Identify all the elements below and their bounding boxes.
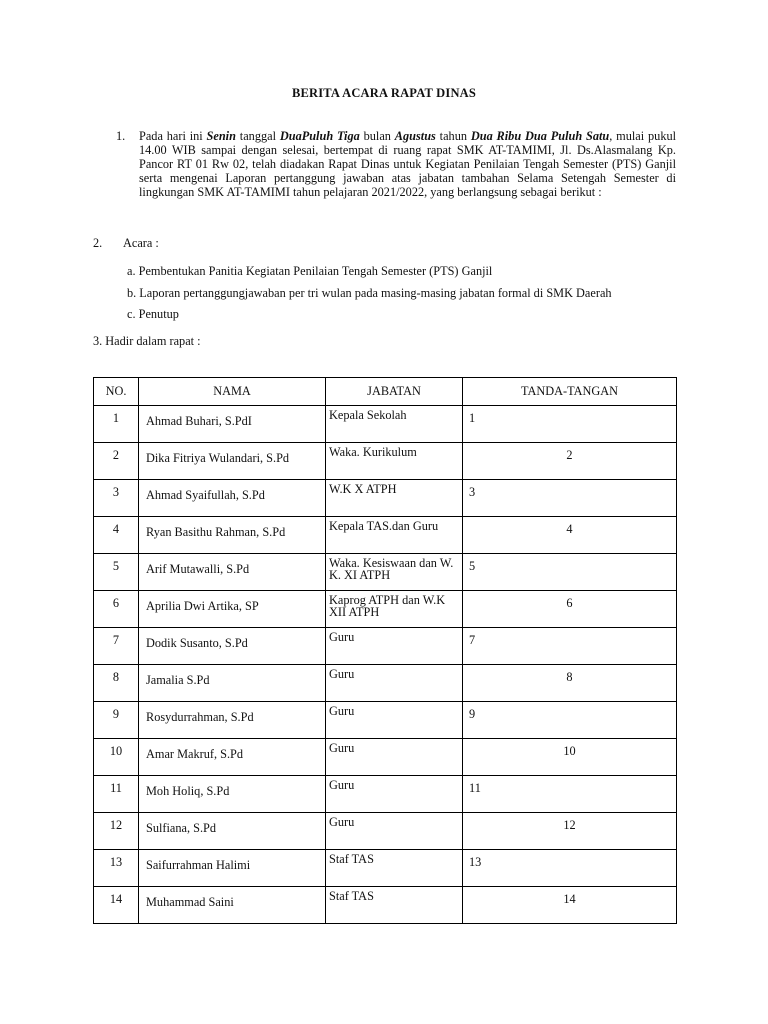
row-name: Muhammad Saini — [139, 887, 326, 924]
row-position: Waka. Kesiswaan dan W. K. XI ATPH — [326, 554, 463, 591]
row-signature: 8 — [463, 665, 677, 702]
row-number: 10 — [94, 739, 139, 776]
document-title: BERITA ACARA RAPAT DINAS — [291, 86, 477, 100]
row-name: Moh Holiq, S.Pd — [139, 776, 326, 813]
row-position: Kepala Sekolah — [326, 406, 463, 443]
row-number: 1 — [94, 406, 139, 443]
row-signature: 1 — [463, 406, 677, 443]
text-segment: , mulai pukul 14.00 WIB sampai dengan selesai, bertempat di ruang rapat SMK AT-TAMIMI, Jl. Ds.Alasmalang Kp. Pancor RT 01 Rw 02, telah diadakan Rapat Dinas untuk Kegiatan Penilaian Tengah Semester (PTS) Ganjil serta mengenai Laporan pertanggung jawaban atas jabatan tambahan Selama Setengah Semester di lingkungan SMK AT-TAMIMI tahun pelajaran 2021/2022, yang berlangsung sebagai berikut : — [139, 129, 677, 199]
row-name: Ryan Basithu Rahman, S.Pd — [139, 517, 326, 554]
row-name: Aprilia Dwi Artika, SP — [139, 591, 326, 628]
row-signature: 12 — [463, 813, 677, 850]
row-signature: 3 — [463, 480, 677, 517]
row-signature: 7 — [463, 628, 677, 665]
row-name: Jamalia S.Pd — [139, 665, 326, 702]
opening-paragraph — [116, 129, 676, 199]
row-name: Sulfiana, S.Pd — [139, 813, 326, 850]
table-row — [94, 628, 677, 665]
meeting-day: Senin — [206, 129, 236, 143]
header-tanda-tangan: TANDA-TANGAN — [463, 378, 677, 406]
row-position: Kaprog ATPH dan W.K XII ATPH — [326, 591, 463, 628]
row-name: Rosydurrahman, S.Pd — [139, 702, 326, 739]
row-signature: 4 — [463, 517, 677, 554]
row-position: Guru — [326, 776, 463, 813]
row-number: 13 — [94, 850, 139, 887]
table-row — [94, 591, 677, 628]
row-number: 4 — [94, 517, 139, 554]
meeting-date: DuaPuluh Tiga — [279, 129, 360, 143]
row-position: Kepala TAS.dan Guru — [326, 517, 463, 554]
row-number: 8 — [94, 665, 139, 702]
row-name: Ahmad Syaifullah, S.Pd — [139, 480, 326, 517]
text-segment: Pada hari ini — [139, 129, 207, 143]
row-position: W.K X ATPH — [326, 480, 463, 517]
row-position: Guru — [326, 813, 463, 850]
text-segment: tanggal — [235, 129, 280, 143]
table-row — [94, 887, 677, 924]
table-row — [94, 702, 677, 739]
table-row — [94, 554, 677, 591]
text-segment: tahun — [435, 129, 471, 143]
row-signature: 13 — [463, 850, 677, 887]
row-signature: 14 — [463, 887, 677, 924]
row-number: 6 — [94, 591, 139, 628]
attendance-rows — [94, 406, 677, 924]
meeting-year: Dua Ribu Dua Puluh Satu — [470, 129, 610, 143]
agenda-heading — [93, 236, 159, 251]
table-header-row — [94, 378, 677, 406]
row-name: Amar Makruf, S.Pd — [139, 739, 326, 776]
row-position: Guru — [326, 665, 463, 702]
meeting-month: Agustus — [394, 129, 436, 143]
table-row — [94, 406, 677, 443]
header-jabatan: JABATAN — [326, 378, 463, 406]
row-position: Guru — [326, 739, 463, 776]
item-number: 2. — [93, 236, 103, 250]
row-number: 12 — [94, 813, 139, 850]
table-row — [94, 739, 677, 776]
row-name: Saifurrahman Halimi — [139, 850, 326, 887]
row-number: 7 — [94, 628, 139, 665]
row-signature: 2 — [463, 443, 677, 480]
row-position: Guru — [326, 628, 463, 665]
table-row — [94, 850, 677, 887]
row-position: Staf TAS — [326, 887, 463, 924]
opening-text — [139, 129, 676, 199]
table-row — [94, 813, 677, 850]
agenda-item-a: a. Pembentukan Panitia Kegiatan Penilaian Tengah Semester (PTS) Ganjil — [127, 264, 493, 278]
agenda-item-c: c. Penutup — [127, 307, 179, 321]
table-row — [94, 480, 677, 517]
agenda-label: Acara : — [123, 236, 159, 250]
row-signature: 6 — [463, 591, 677, 628]
row-name: Arif Mutawalli, S.Pd — [139, 554, 326, 591]
row-name: Ahmad Buhari, S.PdI — [139, 406, 326, 443]
row-position: Waka. Kurikulum — [326, 443, 463, 480]
row-number: 11 — [94, 776, 139, 813]
row-number: 9 — [94, 702, 139, 739]
row-signature: 10 — [463, 739, 677, 776]
attendance-table — [93, 377, 677, 924]
text-segment: bulan — [359, 129, 395, 143]
attendance-heading: 3. Hadir dalam rapat : — [93, 334, 201, 348]
row-position: Guru — [326, 702, 463, 739]
header-no: NO. — [94, 378, 139, 406]
row-name: Dodik Susanto, S.Pd — [139, 628, 326, 665]
row-signature: 11 — [463, 776, 677, 813]
table-row — [94, 517, 677, 554]
row-signature: 9 — [463, 702, 677, 739]
header-nama: NAMA — [139, 378, 326, 406]
agenda-item-b: b. Laporan pertanggungjawaban per tri wulan pada masing-masing jabatan formal di SMK Daerah — [127, 286, 612, 300]
table-row — [94, 665, 677, 702]
table-row — [94, 443, 677, 480]
row-number: 5 — [94, 554, 139, 591]
table-row — [94, 776, 677, 813]
row-name: Dika Fitriya Wulandari, S.Pd — [139, 443, 326, 480]
row-signature: 5 — [463, 554, 677, 591]
row-position: Staf TAS — [326, 850, 463, 887]
row-number: 3 — [94, 480, 139, 517]
row-number: 2 — [94, 443, 139, 480]
item-number: 1. — [116, 129, 126, 143]
row-number: 14 — [94, 887, 139, 924]
